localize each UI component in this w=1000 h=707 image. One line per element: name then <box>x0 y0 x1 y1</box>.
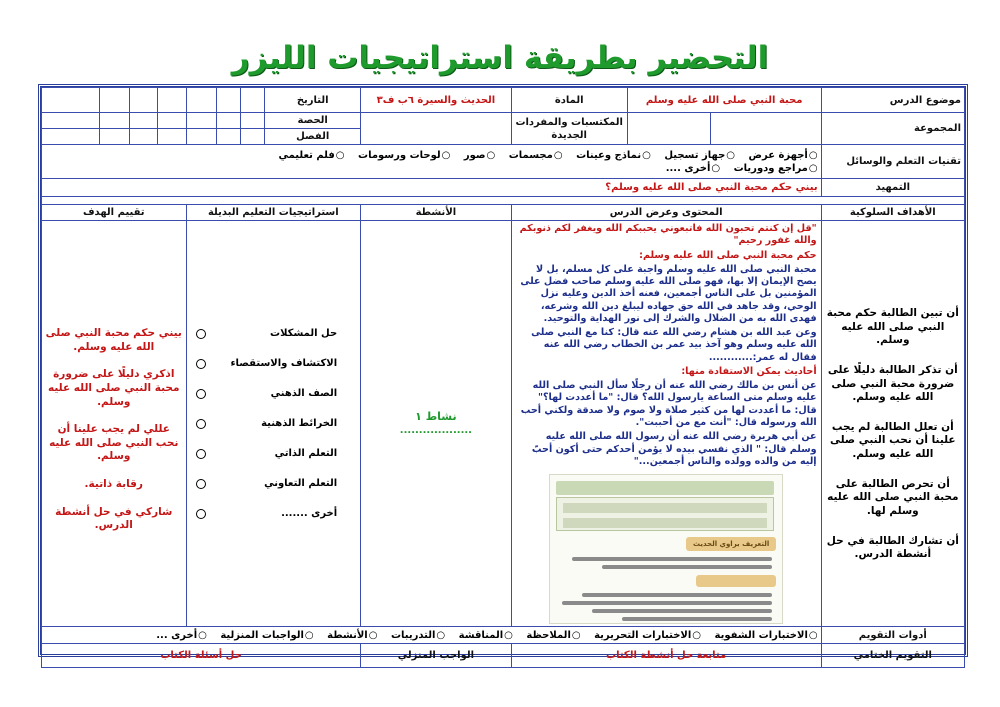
date-cell[interactable] <box>186 88 216 113</box>
assessment-option[interactable]: ○ المناقشة <box>459 630 513 641</box>
tool-option[interactable]: ○ صور <box>464 150 495 161</box>
radio-icon[interactable] <box>196 479 206 489</box>
lesson-plan-table <box>41 87 965 668</box>
homework-label: الواجب المنزلي <box>361 644 511 668</box>
tools-options <box>42 145 822 179</box>
tool-option[interactable]: ○ لوحات ورسومات <box>358 150 450 161</box>
radio-icon[interactable] <box>196 389 206 399</box>
activity-label[interactable]: نشاط ١ <box>415 409 457 423</box>
page-title: التحضير بطريقة استراتيجيات الليزر <box>231 40 769 76</box>
tool-option[interactable]: ○ مراجع ودوريات <box>734 163 818 174</box>
strategy-option[interactable]: التعلم الذاتي <box>190 439 358 469</box>
content-paragraph: محبة النبي صلى الله عليه وسلم واجبة على كل مسلم، بل لا يصح الإيمان إلا بها، فهو صلى الله عليه وسلم صاحب فضل على المؤمنين بل على الناس أجمعين، فعنه أخذ الدين وعليه نزل الوحي، وقد جاهد في الله حق جهاده ليبلغ دين الله وشرعه، فهدى الله به من الضلال والشرك إلى نور الهداية والتوحيد. <box>520 263 817 324</box>
class-cell[interactable] <box>216 129 240 145</box>
strategy-option[interactable]: أخرى ....... <box>190 499 358 529</box>
subject-value[interactable]: الحديث والسيرة ٦ب ف٣ <box>361 88 511 113</box>
assessment-option[interactable]: ○ الاختبارات التحريرية <box>594 630 701 641</box>
acquisitions-value[interactable] <box>361 113 511 145</box>
period-cell[interactable] <box>42 113 100 129</box>
assessment-option[interactable]: ○ الاختبارات الشفوية <box>715 630 818 641</box>
assessment-option[interactable]: ○ الأنشطة <box>327 630 377 641</box>
book-header: التعريف براوي الحديث <box>686 537 776 551</box>
col-activities: الأنشطة <box>361 205 511 221</box>
class-label: الفصل <box>265 129 361 145</box>
intro-label: التمهيد <box>821 179 964 197</box>
period-label: الحصة <box>265 113 361 129</box>
period-cell[interactable] <box>99 113 129 129</box>
strategy-option[interactable]: الاكتشاف والاستقصاء <box>190 349 358 379</box>
tool-option[interactable]: ○ مجسمات <box>509 150 563 161</box>
activity-dots: ................... <box>399 425 472 437</box>
class-cell[interactable] <box>99 129 129 145</box>
class-cell[interactable] <box>158 129 186 145</box>
period-cell[interactable] <box>241 113 265 129</box>
group-cell[interactable] <box>627 113 710 145</box>
strategies-cell <box>186 221 361 627</box>
date-label: التاريخ <box>265 88 361 113</box>
objective-item: أن تذكر الطالبة دليلًا على ضرورة محبة النبي صلى الله عليه وسلم. <box>827 363 958 404</box>
class-cell[interactable] <box>129 129 157 145</box>
content-paragraph: عن أبي هريرة رضي الله عنه أن رسول الله صلى الله عليه وسلم قال: " الذي نفسي بيده لا يؤمن أحدكم حتى أكون أحبّ إليه من والده وولده والناس أجمعين..." <box>531 431 817 467</box>
radio-icon[interactable] <box>196 449 206 459</box>
class-cell[interactable] <box>42 129 100 145</box>
assessment-option[interactable]: ○ التدريبات <box>391 630 445 641</box>
acquisitions-label: المكتسبات والمفردات الجديدة <box>511 113 627 145</box>
objectives-cell <box>821 221 964 627</box>
strategy-option[interactable]: الخرائط الذهنية <box>190 409 358 439</box>
content-paragraph: حكم محبة النبي صلى الله عليه وسلم: <box>639 249 817 261</box>
final-eval-value[interactable]: متابعة حل أنشطة الكتاب <box>511 644 821 668</box>
objective-item: أن تحرص الطالبة على محبة النبي صلى الله عليه وسلم لها. <box>827 477 959 518</box>
assessment-tools-label: أدوات التقويم <box>821 627 964 644</box>
verse-text: "قل إن كنتم تحبون الله فاتبعوني يحببكم الله ويغفر لكم ذنوبكم والله غفور رحيم" <box>519 223 817 247</box>
tool-option[interactable]: ○ أخرى .... <box>666 163 720 174</box>
class-cell[interactable] <box>186 129 216 145</box>
strategy-option[interactable]: حل المشكلات <box>190 319 358 349</box>
evaluation-item: شاركي في حل أنشطة الدرس. <box>55 505 173 532</box>
date-cell[interactable] <box>158 88 186 113</box>
tool-option[interactable]: ○ نماذج وعينات <box>576 150 651 161</box>
group-label: المجموعة <box>821 113 964 145</box>
strategy-option[interactable]: الصف الذهني <box>190 379 358 409</box>
radio-icon[interactable] <box>196 359 206 369</box>
strategies-list <box>190 319 358 529</box>
evaluation-item: عللي لم يجب علينا أن نحب النبي صلى الله عليه وسلم. <box>49 423 179 463</box>
lesson-topic-value[interactable]: محبة النبي صلى الله عليه وسلم <box>627 88 821 113</box>
content-cell <box>511 221 821 627</box>
tool-option[interactable]: ○ جهاز تسجيل <box>664 150 735 161</box>
objective-item: أن تعلل الطالبة لم يجب علينا أن نحب النبي صلى الله عليه وسلم. <box>830 420 956 461</box>
date-cell[interactable] <box>129 88 157 113</box>
objective-item: أن تشارك الطالبة في حل أنشطة الدرس. <box>826 534 959 561</box>
assessment-option[interactable]: ○ الملاحظة <box>526 630 580 641</box>
col-objectives: الأهداف السلوكية <box>821 205 964 221</box>
date-cell[interactable] <box>99 88 129 113</box>
date-cell[interactable] <box>42 88 100 113</box>
content-paragraph: وعن عبد الله بن هشام رضي الله عنه قال: كنا مع النبي صلى الله عليه وسلم وهو آخذ بيد عمر بن الخطاب رضي الله عنه فقال له عمر:............ <box>531 327 817 363</box>
evaluation-item: رقابة ذاتية. <box>84 478 143 491</box>
class-cell[interactable] <box>241 129 265 145</box>
period-cell[interactable] <box>216 113 240 129</box>
period-cell[interactable] <box>158 113 186 129</box>
period-cell[interactable] <box>129 113 157 129</box>
date-cell[interactable] <box>241 88 265 113</box>
tool-option[interactable]: ○ فلم تعليمي <box>278 150 344 161</box>
strategy-option[interactable]: التعلم التعاوني <box>190 469 358 499</box>
radio-icon[interactable] <box>196 329 206 339</box>
tool-option[interactable]: ○ أجهزة عرض <box>749 150 818 161</box>
evaluation-item: اذكري دليلًا على ضرورة محبة النبي صلى الله عليه وسلم. <box>48 368 180 408</box>
activities-cell <box>361 221 511 627</box>
evaluation-item: بيني حكم محبة النبي صلى الله عليه وسلم. <box>45 327 182 353</box>
col-evaluation: تقييم الهدف <box>42 205 187 221</box>
textbook-excerpt-image <box>549 474 783 624</box>
subject-label: المادة <box>511 88 627 113</box>
objective-item: أن تبين الطالبة حكم محبة النبي صلى الله عليه وسلم. <box>826 307 959 347</box>
date-cell[interactable] <box>216 88 240 113</box>
separator-row <box>42 197 965 205</box>
lesson-topic-label: موضوع الدرس <box>821 88 964 113</box>
assessment-tools-options <box>42 627 822 644</box>
radio-icon[interactable] <box>196 509 206 519</box>
assessment-option[interactable]: ○ الواجبات المنزلية <box>220 630 313 641</box>
content-paragraph: عن أنس بن مالك رضي الله عنه أن رجلًا سأل النبي صلى الله عليه وسلم متى الساعة يارسول الله؟ قال: "ما أعددت لها؟" قال: ما أعددت لها من كثير صلاة ولا صوم ولا صدقة ولكني أحب الله ورسوله قال: "أنت مع من أحببت". <box>520 380 817 428</box>
tools-label: تقنيات التعلم والوسائل <box>821 145 964 179</box>
group-cell[interactable] <box>710 113 821 145</box>
col-strategies: استراتيجيات التعليم البديلة <box>186 205 361 221</box>
col-content: المحتوى وعرض الدرس <box>511 205 821 221</box>
content-paragraph: أحاديث يمكن الاستفادة منها: <box>681 365 817 377</box>
intro-value[interactable]: بيني حكم محبة النبي صلى الله عليه وسلم؟ <box>42 179 822 197</box>
evaluation-cell <box>42 221 187 627</box>
period-cell[interactable] <box>186 113 216 129</box>
homework-value[interactable]: حل أسئلة الكتاب <box>42 644 361 668</box>
radio-icon[interactable] <box>196 419 206 429</box>
assessment-option[interactable]: ○ أخرى ... <box>156 630 207 641</box>
final-eval-label: التقويم الختامي <box>821 644 964 668</box>
